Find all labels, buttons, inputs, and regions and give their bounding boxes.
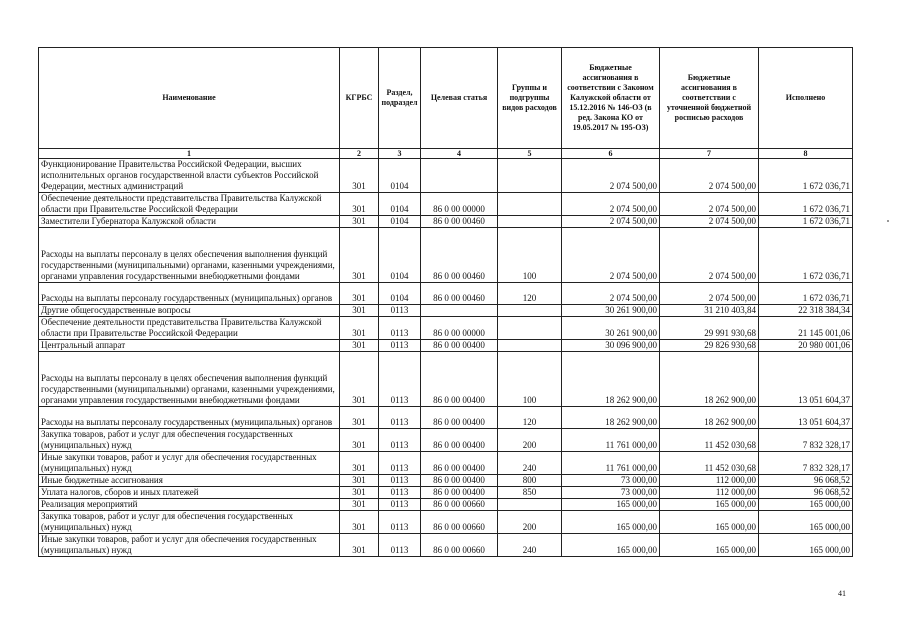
table-row bbox=[39, 317, 853, 340]
cell-section: 0104 bbox=[379, 283, 421, 305]
cell-name: Уплата налогов, сборов и иных платежей bbox=[39, 487, 340, 499]
cell-law-amount: 30 261 900,00 bbox=[562, 305, 660, 317]
cell-target bbox=[421, 305, 498, 317]
column-number: 1 bbox=[39, 149, 340, 159]
cell-name: Закупка товаров, работ и услуг для обеспечения государственных (муниципальных) нужд bbox=[39, 511, 340, 534]
header-groups: Группы и подгруппы видов расходов bbox=[498, 48, 562, 149]
cell-section: 0113 bbox=[379, 499, 421, 511]
cell-group: 800 bbox=[498, 475, 562, 487]
cell-refined-amount: 165 000,00 bbox=[660, 534, 759, 557]
cell-executed-amount: 165 000,00 bbox=[759, 499, 853, 511]
cell-kgrbs: 301 bbox=[340, 429, 379, 452]
cell-group bbox=[498, 193, 562, 216]
cell-group: 200 bbox=[498, 429, 562, 452]
cell-executed-amount: 165 000,00 bbox=[759, 511, 853, 534]
column-number: 5 bbox=[498, 149, 562, 159]
cell-name: Обеспечение деятельности представительства Правительства Калужской области при Правительстве Российской Федерации bbox=[39, 317, 340, 340]
cell-law-amount: 30 096 900,00 bbox=[562, 340, 660, 352]
cell-refined-amount: 18 262 900,00 bbox=[660, 352, 759, 407]
cell-name: Другие общегосударственные вопросы bbox=[39, 305, 340, 317]
cell-group: 240 bbox=[498, 452, 562, 475]
cell-executed-amount: 7 832 328,17 bbox=[759, 452, 853, 475]
cell-law-amount: 73 000,00 bbox=[562, 487, 660, 499]
table-row bbox=[39, 534, 853, 557]
cell-refined-amount: 112 000,00 bbox=[660, 475, 759, 487]
cell-section: 0113 bbox=[379, 452, 421, 475]
cell-law-amount: 2 074 500,00 bbox=[562, 228, 660, 283]
cell-law-amount: 11 761 000,00 bbox=[562, 429, 660, 452]
table-row bbox=[39, 159, 853, 193]
cell-target: 86 0 00 00400 bbox=[421, 475, 498, 487]
cell-kgrbs: 301 bbox=[340, 193, 379, 216]
cell-group: 850 bbox=[498, 487, 562, 499]
cell-kgrbs: 301 bbox=[340, 216, 379, 228]
cell-kgrbs: 301 bbox=[340, 340, 379, 352]
cell-executed-amount: 1 672 036,71 bbox=[759, 228, 853, 283]
cell-section: 0104 bbox=[379, 193, 421, 216]
budget-table-container bbox=[38, 47, 852, 557]
cell-refined-amount: 2 074 500,00 bbox=[660, 159, 759, 193]
budget-table bbox=[38, 47, 853, 557]
cell-section: 0113 bbox=[379, 407, 421, 429]
cell-target: 86 0 00 00400 bbox=[421, 487, 498, 499]
cell-law-amount: 2 074 500,00 bbox=[562, 283, 660, 305]
cell-section: 0104 bbox=[379, 159, 421, 193]
cell-group bbox=[498, 216, 562, 228]
cell-executed-amount: 1 672 036,71 bbox=[759, 216, 853, 228]
header-name: Наименование bbox=[39, 48, 340, 149]
table-row bbox=[39, 499, 853, 511]
cell-kgrbs: 301 bbox=[340, 475, 379, 487]
table-row bbox=[39, 193, 853, 216]
cell-executed-amount: 96 068,52 bbox=[759, 487, 853, 499]
cell-law-amount: 165 000,00 bbox=[562, 499, 660, 511]
cell-refined-amount: 18 262 900,00 bbox=[660, 407, 759, 429]
cell-executed-amount: 1 672 036,71 bbox=[759, 193, 853, 216]
cell-target: 86 0 00 00400 bbox=[421, 429, 498, 452]
cell-executed-amount: 1 672 036,71 bbox=[759, 159, 853, 193]
table-row bbox=[39, 283, 853, 305]
cell-name: Центральный аппарат bbox=[39, 340, 340, 352]
cell-target: 86 0 00 00660 bbox=[421, 499, 498, 511]
header-row bbox=[39, 48, 853, 149]
cell-target: 86 0 00 00400 bbox=[421, 407, 498, 429]
cell-group bbox=[498, 340, 562, 352]
page-number: 41 bbox=[838, 589, 846, 598]
cell-kgrbs: 301 bbox=[340, 352, 379, 407]
cell-executed-amount: 13 051 604,37 bbox=[759, 407, 853, 429]
cell-refined-amount: 165 000,00 bbox=[660, 499, 759, 511]
cell-section: 0113 bbox=[379, 340, 421, 352]
cell-name: Иные закупки товаров, работ и услуг для обеспечения государственных (муниципальных) нужд bbox=[39, 452, 340, 475]
cell-section: 0113 bbox=[379, 429, 421, 452]
header-section: Раздел, подраздел bbox=[379, 48, 421, 149]
table-row bbox=[39, 475, 853, 487]
cell-target: 86 0 00 00660 bbox=[421, 511, 498, 534]
table-row bbox=[39, 305, 853, 317]
cell-group: 100 bbox=[498, 228, 562, 283]
cell-name: Расходы на выплаты персоналу государственных (муниципальных) органов bbox=[39, 283, 340, 305]
cell-group bbox=[498, 159, 562, 193]
cell-group: 100 bbox=[498, 352, 562, 407]
scan-speck bbox=[887, 220, 889, 222]
cell-kgrbs: 301 bbox=[340, 407, 379, 429]
table-row bbox=[39, 487, 853, 499]
cell-target bbox=[421, 159, 498, 193]
cell-name: Закупка товаров, работ и услуг для обеспечения государственных (муниципальных) нужд bbox=[39, 429, 340, 452]
cell-executed-amount: 20 980 001,06 bbox=[759, 340, 853, 352]
header-executed: Исполнено bbox=[759, 48, 853, 149]
cell-law-amount: 2 074 500,00 bbox=[562, 193, 660, 216]
table-row bbox=[39, 452, 853, 475]
cell-target: 86 0 00 00400 bbox=[421, 352, 498, 407]
cell-section: 0113 bbox=[379, 352, 421, 407]
column-number: 7 bbox=[660, 149, 759, 159]
cell-group: 240 bbox=[498, 534, 562, 557]
cell-kgrbs: 301 bbox=[340, 499, 379, 511]
header-refined: Бюджетные ассигнования в соответствии с уточненной бюджетной росписью расходов bbox=[660, 48, 759, 149]
cell-kgrbs: 301 bbox=[340, 283, 379, 305]
table-row bbox=[39, 511, 853, 534]
cell-executed-amount: 13 051 604,37 bbox=[759, 352, 853, 407]
table-row bbox=[39, 352, 853, 407]
cell-name: Расходы на выплаты персоналу в целях обеспечения выполнения функций государственными (муниципальными) органами, казенными учреждениями, органами управления государственными внебюджетными фондами bbox=[39, 352, 340, 407]
cell-law-amount: 165 000,00 bbox=[562, 511, 660, 534]
cell-group: 120 bbox=[498, 283, 562, 305]
cell-executed-amount: 22 318 384,34 bbox=[759, 305, 853, 317]
column-number: 3 bbox=[379, 149, 421, 159]
cell-section: 0104 bbox=[379, 228, 421, 283]
cell-target: 86 0 00 00000 bbox=[421, 193, 498, 216]
cell-refined-amount: 11 452 030,68 bbox=[660, 452, 759, 475]
table-row bbox=[39, 407, 853, 429]
table-row bbox=[39, 216, 853, 228]
cell-law-amount: 30 261 900,00 bbox=[562, 317, 660, 340]
header-kgrbs: КГРБС bbox=[340, 48, 379, 149]
table-body bbox=[39, 159, 853, 557]
cell-kgrbs: 301 bbox=[340, 534, 379, 557]
cell-name: Реализация мероприятий bbox=[39, 499, 340, 511]
cell-refined-amount: 2 074 500,00 bbox=[660, 228, 759, 283]
column-number: 6 bbox=[562, 149, 660, 159]
cell-target: 86 0 00 00400 bbox=[421, 452, 498, 475]
cell-law-amount: 18 262 900,00 bbox=[562, 352, 660, 407]
cell-refined-amount: 2 074 500,00 bbox=[660, 283, 759, 305]
cell-section: 0113 bbox=[379, 511, 421, 534]
cell-executed-amount: 1 672 036,71 bbox=[759, 283, 853, 305]
cell-kgrbs: 301 bbox=[340, 305, 379, 317]
cell-refined-amount: 2 074 500,00 bbox=[660, 216, 759, 228]
column-number: 8 bbox=[759, 149, 853, 159]
cell-target: 86 0 00 00460 bbox=[421, 283, 498, 305]
cell-refined-amount: 11 452 030,68 bbox=[660, 429, 759, 452]
cell-kgrbs: 301 bbox=[340, 228, 379, 283]
header-law: Бюджетные ассигнования в соответствии с Законом Калужской области от 15.12.2016 № 146-ОЗ (в ред. Закона КО от 19.05.2017 № 195-ОЗ) bbox=[562, 48, 660, 149]
cell-section: 0113 bbox=[379, 475, 421, 487]
cell-target: 86 0 00 00400 bbox=[421, 340, 498, 352]
cell-executed-amount: 165 000,00 bbox=[759, 534, 853, 557]
cell-group bbox=[498, 317, 562, 340]
cell-executed-amount: 7 832 328,17 bbox=[759, 429, 853, 452]
cell-section: 0104 bbox=[379, 216, 421, 228]
cell-section: 0113 bbox=[379, 305, 421, 317]
cell-law-amount: 11 761 000,00 bbox=[562, 452, 660, 475]
cell-target: 86 0 00 00000 bbox=[421, 317, 498, 340]
table-row bbox=[39, 340, 853, 352]
cell-kgrbs: 301 bbox=[340, 317, 379, 340]
cell-name: Обеспечение деятельности представительства Правительства Калужской области при Правительстве Российской Федерации bbox=[39, 193, 340, 216]
cell-kgrbs: 301 bbox=[340, 511, 379, 534]
cell-law-amount: 18 262 900,00 bbox=[562, 407, 660, 429]
cell-section: 0113 bbox=[379, 534, 421, 557]
cell-section: 0113 bbox=[379, 317, 421, 340]
column-numbers-row bbox=[39, 149, 853, 159]
cell-name: Расходы на выплаты персоналу государственных (муниципальных) органов bbox=[39, 407, 340, 429]
cell-executed-amount: 96 068,52 bbox=[759, 475, 853, 487]
cell-group bbox=[498, 499, 562, 511]
cell-name: Иные бюджетные ассигнования bbox=[39, 475, 340, 487]
cell-executed-amount: 21 145 001,06 bbox=[759, 317, 853, 340]
table-row bbox=[39, 429, 853, 452]
cell-refined-amount: 112 000,00 bbox=[660, 487, 759, 499]
cell-kgrbs: 301 bbox=[340, 159, 379, 193]
cell-name: Заместители Губернатора Калужской области bbox=[39, 216, 340, 228]
cell-refined-amount: 29 991 930,68 bbox=[660, 317, 759, 340]
cell-law-amount: 73 000,00 bbox=[562, 475, 660, 487]
table-row bbox=[39, 228, 853, 283]
cell-group: 120 bbox=[498, 407, 562, 429]
cell-target: 86 0 00 00660 bbox=[421, 534, 498, 557]
cell-law-amount: 165 000,00 bbox=[562, 534, 660, 557]
cell-name: Расходы на выплаты персоналу в целях обеспечения выполнения функций государственными (муниципальными) органами, казенными учреждениями, органами управления государственными внебюджетными фондами bbox=[39, 228, 340, 283]
header-target: Целевая статья bbox=[421, 48, 498, 149]
cell-refined-amount: 31 210 403,84 bbox=[660, 305, 759, 317]
column-number: 4 bbox=[421, 149, 498, 159]
cell-target: 86 0 00 00460 bbox=[421, 228, 498, 283]
cell-group bbox=[498, 305, 562, 317]
cell-refined-amount: 29 826 930,68 bbox=[660, 340, 759, 352]
cell-kgrbs: 301 bbox=[340, 487, 379, 499]
cell-name: Иные закупки товаров, работ и услуг для обеспечения государственных (муниципальных) нужд bbox=[39, 534, 340, 557]
cell-refined-amount: 2 074 500,00 bbox=[660, 193, 759, 216]
cell-target: 86 0 00 00460 bbox=[421, 216, 498, 228]
cell-law-amount: 2 074 500,00 bbox=[562, 216, 660, 228]
cell-refined-amount: 165 000,00 bbox=[660, 511, 759, 534]
cell-law-amount: 2 074 500,00 bbox=[562, 159, 660, 193]
cell-name: Функционирование Правительства Российской Федерации, высших исполнительных органов государственной власти субъектов Российской Федерации, местных администраций bbox=[39, 159, 340, 193]
column-number: 2 bbox=[340, 149, 379, 159]
cell-kgrbs: 301 bbox=[340, 452, 379, 475]
cell-section: 0113 bbox=[379, 487, 421, 499]
cell-group: 200 bbox=[498, 511, 562, 534]
